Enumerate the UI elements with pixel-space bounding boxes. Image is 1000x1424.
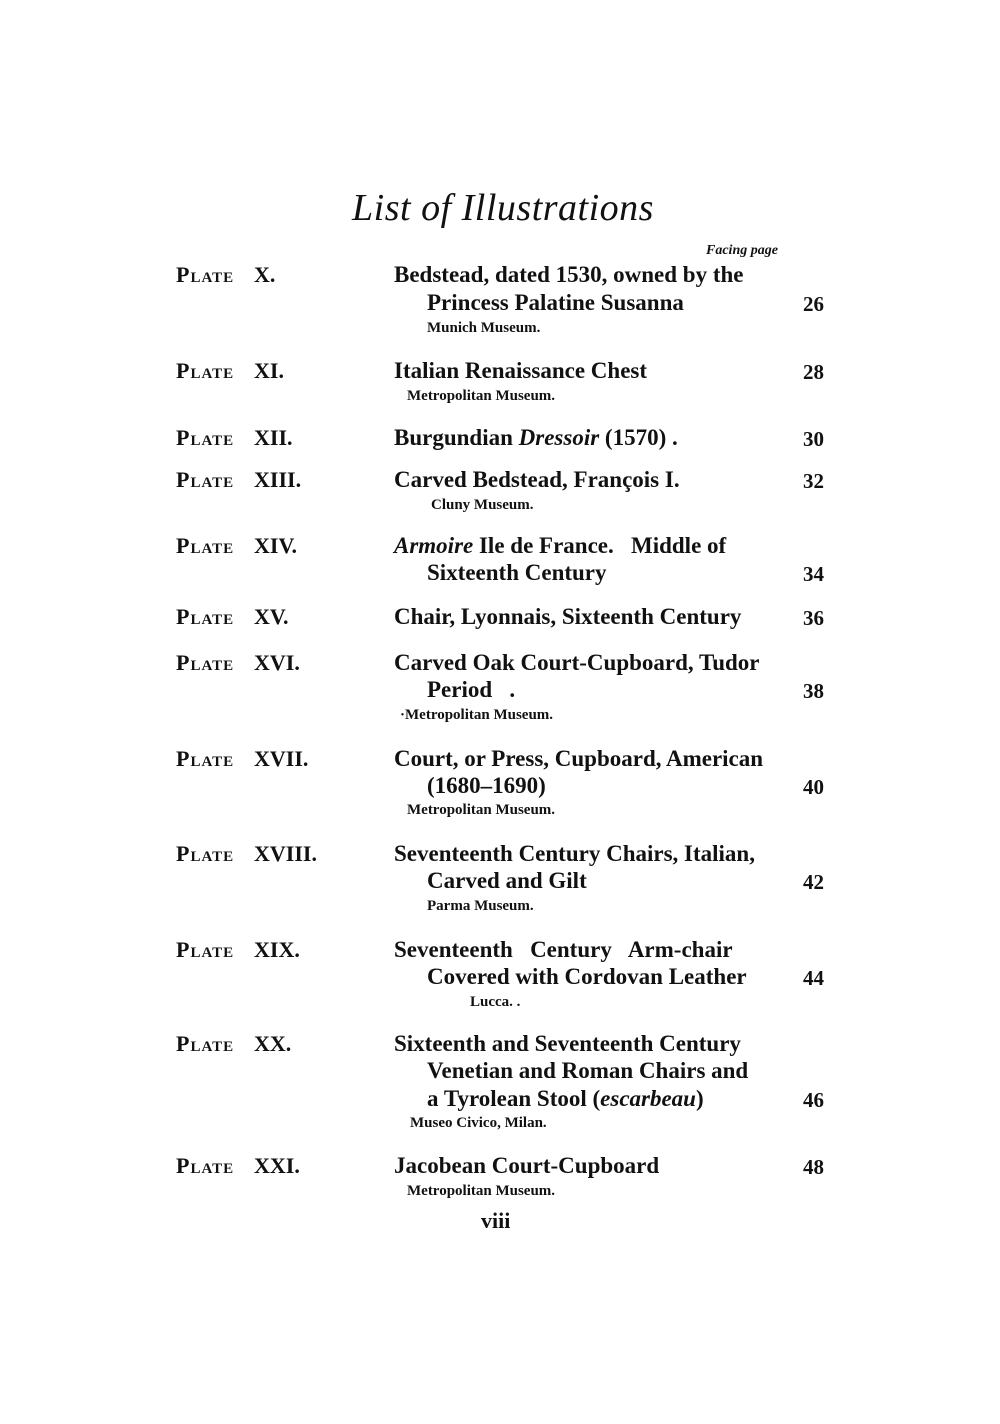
museum-location: Metropolitan Museum. xyxy=(407,802,556,818)
page-number: 48 xyxy=(803,1155,824,1179)
entry-line: Venetian and Roman Chairs and xyxy=(427,1058,749,1083)
museum-location: Parma Museum. xyxy=(427,898,534,914)
museum-location: Metropolitan Museum. xyxy=(407,1183,556,1199)
plate-label: Plate XIX. xyxy=(176,937,300,962)
plate-label: Plate XVI. xyxy=(176,650,300,675)
entry-line: Armoire Ile de France. Middle of xyxy=(394,533,727,558)
entry-line: Carved Bedstead, François I. xyxy=(394,467,680,492)
page-number: 28 xyxy=(803,360,824,384)
plate-label: Plate X. xyxy=(176,262,276,287)
entry-line: Sixteenth and Seventeenth Century xyxy=(394,1031,741,1056)
entry-line: Court, or Press, Cupboard, American xyxy=(394,746,764,771)
page-number: 38 xyxy=(803,679,824,703)
entry-line: Seventeenth Century Arm-chair xyxy=(394,937,733,962)
entry-line: Jacobean Court-Cupboard xyxy=(394,1153,660,1178)
entry-line: Bedstead, dated 1530, owned by the xyxy=(394,262,744,287)
page-number: 30 xyxy=(803,427,824,451)
entry-line: Period . xyxy=(427,677,516,702)
entry-line: a Tyrolean Stool (escarbeau) xyxy=(427,1086,704,1111)
plate-label: Plate XIV. xyxy=(176,533,298,558)
museum-location: ·Metropolitan Museum. xyxy=(400,707,554,723)
plate-label: Plate XV. xyxy=(176,604,289,629)
page-number: 36 xyxy=(803,606,824,630)
museum-location: Metropolitan Museum. xyxy=(407,388,556,404)
facing-page-label: Facing page xyxy=(706,243,778,258)
entry-line: Burgundian Dressoir (1570) . xyxy=(394,425,678,450)
page-number: 42 xyxy=(803,870,824,894)
entry-line: Carved Oak Court-Cupboard, Tudor xyxy=(394,650,760,675)
page-number: 46 xyxy=(803,1088,824,1112)
museum-location: Cluny Museum. xyxy=(431,497,534,513)
entry-line: Chair, Lyonnais, Sixteenth Century xyxy=(394,604,742,629)
page-number: 34 xyxy=(803,562,824,586)
museum-location: Lucca. . xyxy=(470,994,521,1010)
page-number: 44 xyxy=(803,966,824,990)
page-number: 32 xyxy=(803,469,824,493)
plate-label: Plate XVII. xyxy=(176,746,309,771)
page-folio: viii xyxy=(481,1208,511,1233)
museum-location: Museo Civico, Milan. xyxy=(410,1115,547,1131)
entry-line: Covered with Cordovan Leather xyxy=(427,964,747,989)
plate-label: Plate XI. xyxy=(176,358,284,383)
entry-line: Sixteenth Century xyxy=(427,560,607,585)
plate-label: Plate XVIII. xyxy=(176,841,317,866)
entry-line: Seventeenth Century Chairs, Italian, xyxy=(394,841,755,866)
page-number: 26 xyxy=(803,292,824,316)
page-number: 40 xyxy=(803,775,824,799)
museum-location: Munich Museum. xyxy=(427,320,541,336)
page-title: List of Illustrations xyxy=(352,187,654,229)
entry-line: Princess Palatine Susanna xyxy=(427,290,684,315)
plate-label: Plate XIII. xyxy=(176,467,302,492)
plate-label: Plate XX. xyxy=(176,1031,292,1056)
entry-line: Carved and Gilt xyxy=(427,868,587,893)
entry-line: (1680–1690) xyxy=(427,773,546,798)
plate-label: Plate XXI. xyxy=(176,1153,300,1178)
entry-line: Italian Renaissance Chest xyxy=(394,358,648,383)
plate-label: Plate XII. xyxy=(176,425,293,450)
